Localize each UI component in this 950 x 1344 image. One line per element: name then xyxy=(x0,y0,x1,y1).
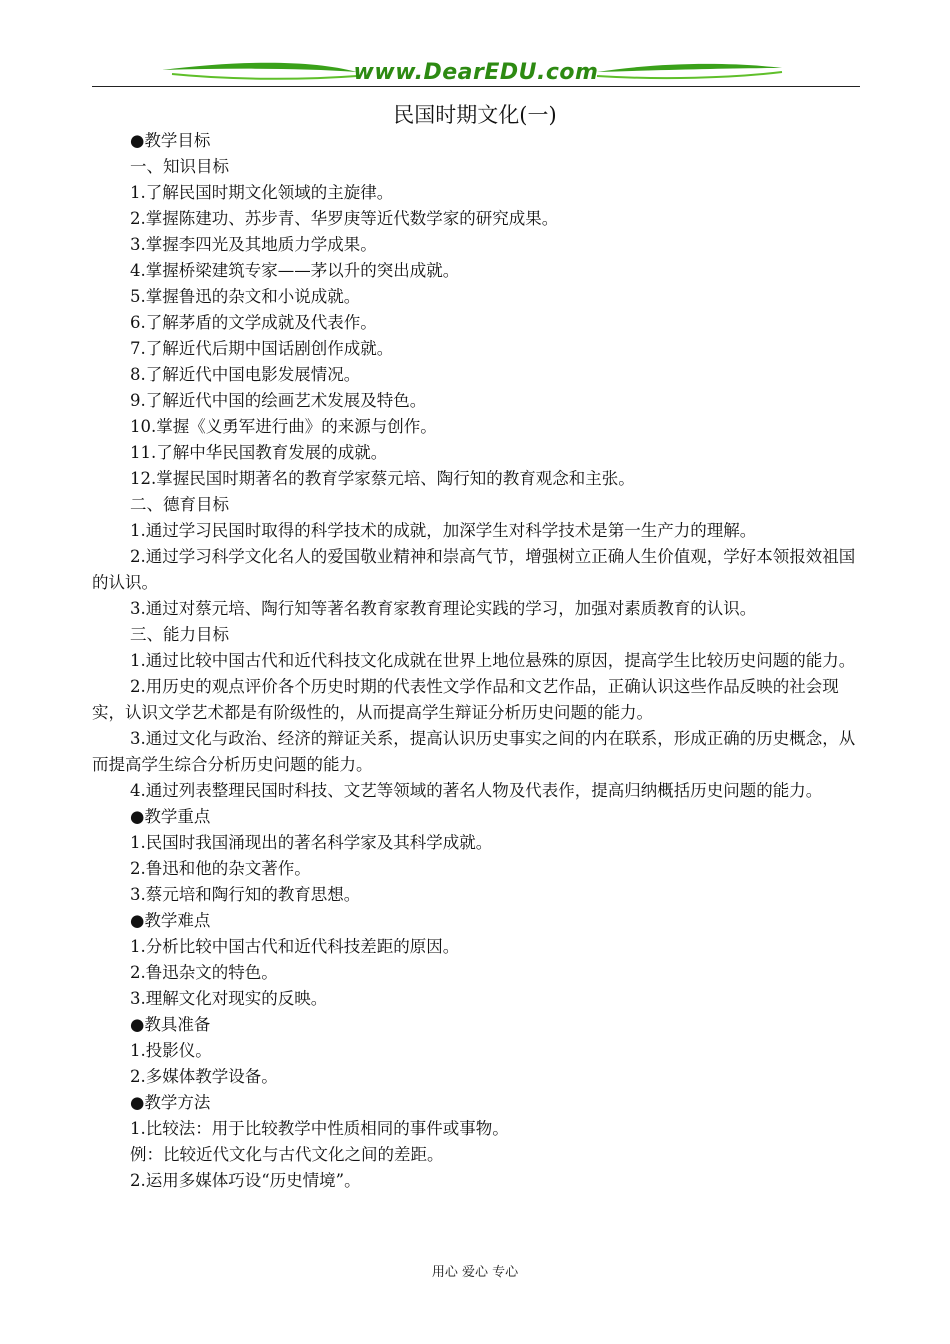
section-heading: ●教学难点 xyxy=(130,911,211,930)
list-item: 1.投影仪。 xyxy=(130,1041,212,1060)
page-header xyxy=(92,56,860,90)
list-item: 2.运用多媒体巧设“历史情境”。 xyxy=(130,1171,361,1190)
subsection-heading: 二、德育目标 xyxy=(130,495,229,514)
list-item: 2.用历史的观点评价各个历史时期的代表性文学作品和文艺作品，正确认识这些作品反映的社会现实，认识文学艺术都是有阶级性的，从而提高学生辩证分析历史问题的能力。 xyxy=(92,677,839,722)
section-heading: ●教具准备 xyxy=(130,1015,211,1034)
list-item: 3.通过文化与政治、经济的辩证关系，提高认识历史事实之间的内在联系，形成正确的历史概念，从而提高学生综合分析历史问题的能力。 xyxy=(92,729,856,774)
list-item: 9.了解近代中国的绘画艺术发展及特色。 xyxy=(130,391,427,410)
list-item: 1.比较法：用于比较教学中性质相同的事件或事物。 xyxy=(130,1119,509,1138)
list-item: 2.通过学习科学文化名人的爱国敬业精神和崇高气节，增强树立正确人生价值观，学好本领报效祖国的认识。 xyxy=(92,547,856,592)
list-item: 2.多媒体教学设备。 xyxy=(130,1067,278,1086)
list-item: 3.通过对蔡元培、陶行知等著名教育家教育理论实践的学习，加强对素质教育的认识。 xyxy=(130,599,757,618)
section-heading: ●教学重点 xyxy=(130,807,211,826)
list-item: 10.掌握《义勇军进行曲》的来源与创作。 xyxy=(130,417,437,436)
list-item: 2.鲁迅杂文的特色。 xyxy=(130,963,278,982)
list-item: 5.掌握鲁迅的杂文和小说成就。 xyxy=(130,287,361,306)
list-item: 8.了解近代中国电影发展情况。 xyxy=(130,365,361,384)
section-heading: ●教学目标 xyxy=(130,131,211,150)
list-item: 1.分析比较中国古代和近代科技差距的原因。 xyxy=(130,937,460,956)
site-logo-text: www.DearEDU.com xyxy=(353,60,599,85)
list-item: 11.了解中华民国教育发展的成就。 xyxy=(130,443,388,462)
list-item: 1.通过比较中国古代和近代科技文化成就在世界上地位悬殊的原因，提高学生比较历史问题的能力。 xyxy=(130,651,856,670)
list-item: 4.掌握桥梁建筑专家——茅以升的突出成就。 xyxy=(130,261,460,280)
example-text: 例：比较近代文化与古代文化之间的差距。 xyxy=(130,1145,444,1164)
list-item: 3.掌握李四光及其地质力学成果。 xyxy=(130,235,377,254)
list-item: 4.通过列表整理民国时科技、文艺等领域的著名人物及代表作，提高归纳概括历史问题的能力。 xyxy=(130,781,823,800)
list-item: 1.了解民国时期文化领域的主旋律。 xyxy=(130,183,394,202)
page-footer: 用心 爱心 专心 xyxy=(431,1265,519,1280)
document-title: 民国时期文化(一) xyxy=(393,103,557,127)
subsection-heading: 三、能力目标 xyxy=(130,625,229,644)
list-item: 1.通过学习民国时取得的科学技术的成就，加深学生对科学技术是第一生产力的理解。 xyxy=(130,521,757,540)
list-item: 2.鲁迅和他的杂文著作。 xyxy=(130,859,311,878)
section-heading: ●教学方法 xyxy=(130,1093,211,1112)
list-item: 7.了解近代后期中国话剧创作成就。 xyxy=(130,339,394,358)
list-item: 12.掌握民国时期著名的教育学家蔡元培、陶行知的教育观念和主张。 xyxy=(130,469,635,488)
subsection-heading: 一、知识目标 xyxy=(130,157,229,176)
list-item: 3.理解文化对现实的反映。 xyxy=(130,989,328,1008)
list-item: 2.掌握陈建功、苏步青、华罗庚等近代数学家的研究成果。 xyxy=(130,209,559,228)
list-item: 3.蔡元培和陶行知的教育思想。 xyxy=(130,885,361,904)
header-divider xyxy=(92,86,860,87)
list-item: 6.了解茅盾的文学成就及代表作。 xyxy=(130,313,377,332)
list-item: 1.民国时我国涌现出的著名科学家及其科学成就。 xyxy=(130,833,493,852)
document-body xyxy=(92,128,860,1194)
